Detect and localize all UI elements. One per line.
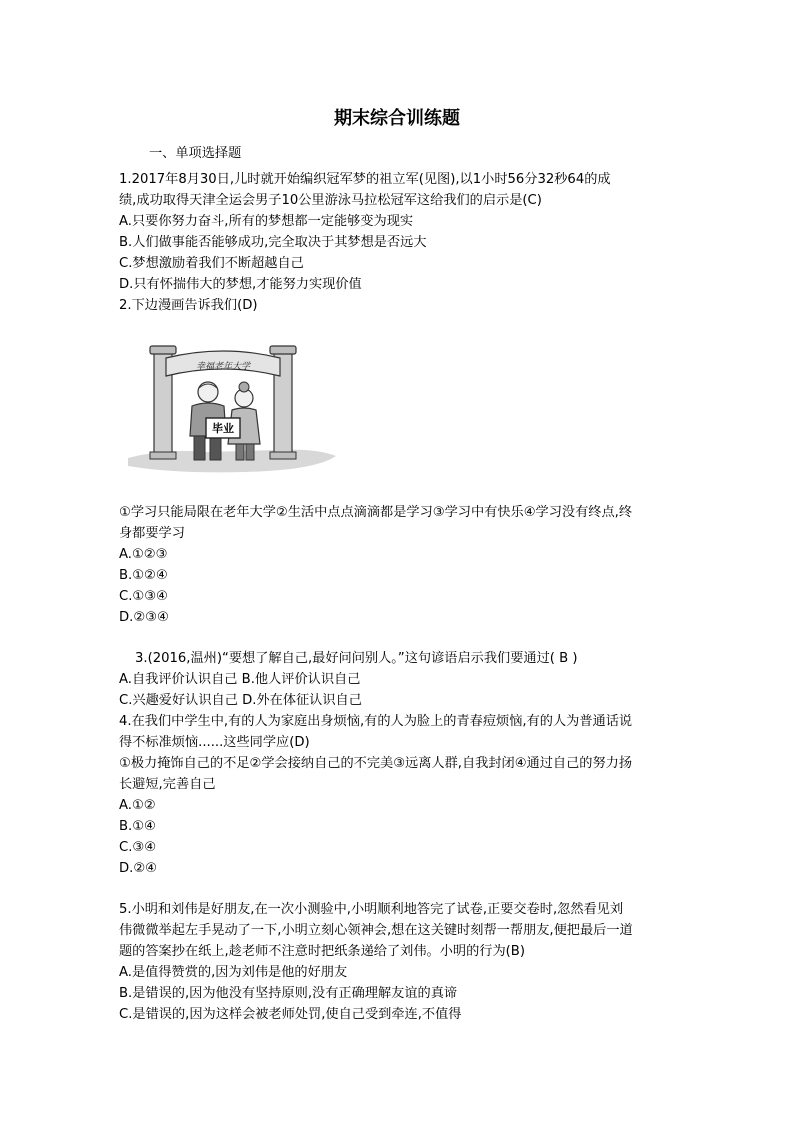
q4-option-d: D.②④: [119, 861, 157, 876]
q4-option-c: C.③④: [119, 840, 157, 855]
q3-stem: 3.(2016,温州)“要想了解自己,最好问问别人。”这句谚语启示我们要通过( B ): [135, 651, 578, 666]
q2-statement-line2: 身都要学习: [119, 526, 185, 541]
right-pillar-cap: [270, 346, 296, 354]
q4-stem-line2: 得不标准烦恼......这些同学应(D): [119, 735, 310, 750]
q1-option-b: B.人们做事能否能够成功,完全取决于其梦想是否远大: [119, 235, 427, 250]
old-man-leg-right: [210, 436, 221, 460]
q1-option-c: C.梦想激励着我们不断超越自己: [119, 256, 304, 271]
left-pillar-base: [150, 452, 176, 459]
graduation-card-text: 毕业: [212, 422, 234, 435]
q2-stem: 2.下边漫画告诉我们(D): [119, 298, 258, 313]
cartoon-illustration: [126, 340, 338, 480]
left-pillar-cap: [150, 346, 176, 354]
q5-stem-line1: 5.小明和刘伟是好朋友,在一次小测验中,小明顺利地答完了试卷,正要交卷时,忽然看见刘: [119, 902, 624, 917]
old-woman-hair-bun: [239, 382, 249, 392]
q2-option-c: C.①③④: [119, 589, 168, 604]
q1-option-d: D.只有怀揣伟大的梦想,才能努力实现价值: [119, 277, 362, 292]
q3-options-ab: A.自我评价认识自己 B.他人评价认识自己: [119, 672, 361, 687]
arch-sign-text: 幸福老年大学: [195, 362, 251, 372]
q2-option-b: B.①②④: [119, 568, 168, 583]
q1-stem-line2: 绩,成功取得天津全运会男子10公里游泳马拉松冠军这给我们的启示是(C): [119, 193, 542, 208]
old-man-head: [198, 382, 218, 402]
q4-statement-line2: 长避短,完善自己: [119, 777, 216, 792]
section-heading: 一、单项选择题: [149, 146, 242, 161]
old-woman-leg-left: [236, 444, 244, 460]
q5-stem-line3: 题的答案抄在纸上,趁老师不注意时把纸条递给了刘伟。小明的行为(B): [119, 944, 525, 959]
q3-options-cd: C.兴趣爱好认识自己 D.外在体征认识自己: [119, 693, 362, 708]
q2-option-d: D.②③④: [119, 610, 169, 625]
q5-option-c: C.是错误的,因为这样会被老师处罚,使自己受到牵连,不值得: [119, 1007, 462, 1022]
q5-option-b: B.是错误的,因为他没有坚持原则,没有正确理解友谊的真谛: [119, 986, 458, 1001]
q5-option-a: A.是值得赞赏的,因为刘伟是他的好朋友: [119, 965, 348, 980]
q1-stem-line1: 1.2017年8月30日,儿时就开始编织冠军梦的祖立军(见图),以1小时56分32秒64的成: [119, 172, 611, 187]
q4-statement-line1: ①极力掩饰自己的不足②学会接纳自己的不完美③远离人群,自我封闭④通过自己的努力扬: [119, 756, 633, 771]
q1-option-a: A.只要你努力奋斗,所有的梦想都一定能够变为现实: [119, 214, 414, 229]
page-title: 期末综合训练题: [334, 108, 460, 129]
q4-stem-line1: 4.在我们中学生中,有的人为家庭出身烦恼,有的人为脸上的青春痘烦恼,有的人为普通话说: [119, 714, 633, 729]
q2-statement-line1: ①学习只能局限在老年大学②生活中点点滴滴都是学习③学习中有快乐④学习没有终点,终: [119, 505, 633, 520]
q5-stem-line2: 伟微微举起左手晃动了一下,小明立刻心领神会,想在这关键时刻帮一帮朋友,便把最后一道: [119, 923, 633, 938]
q4-option-a: A.①②: [119, 798, 156, 813]
q4-option-b: B.①④: [119, 819, 156, 834]
q2-option-a: A.①②③: [119, 547, 168, 562]
old-woman-leg-right: [246, 444, 254, 460]
right-pillar-base: [270, 452, 296, 459]
old-man-leg-left: [194, 436, 205, 460]
